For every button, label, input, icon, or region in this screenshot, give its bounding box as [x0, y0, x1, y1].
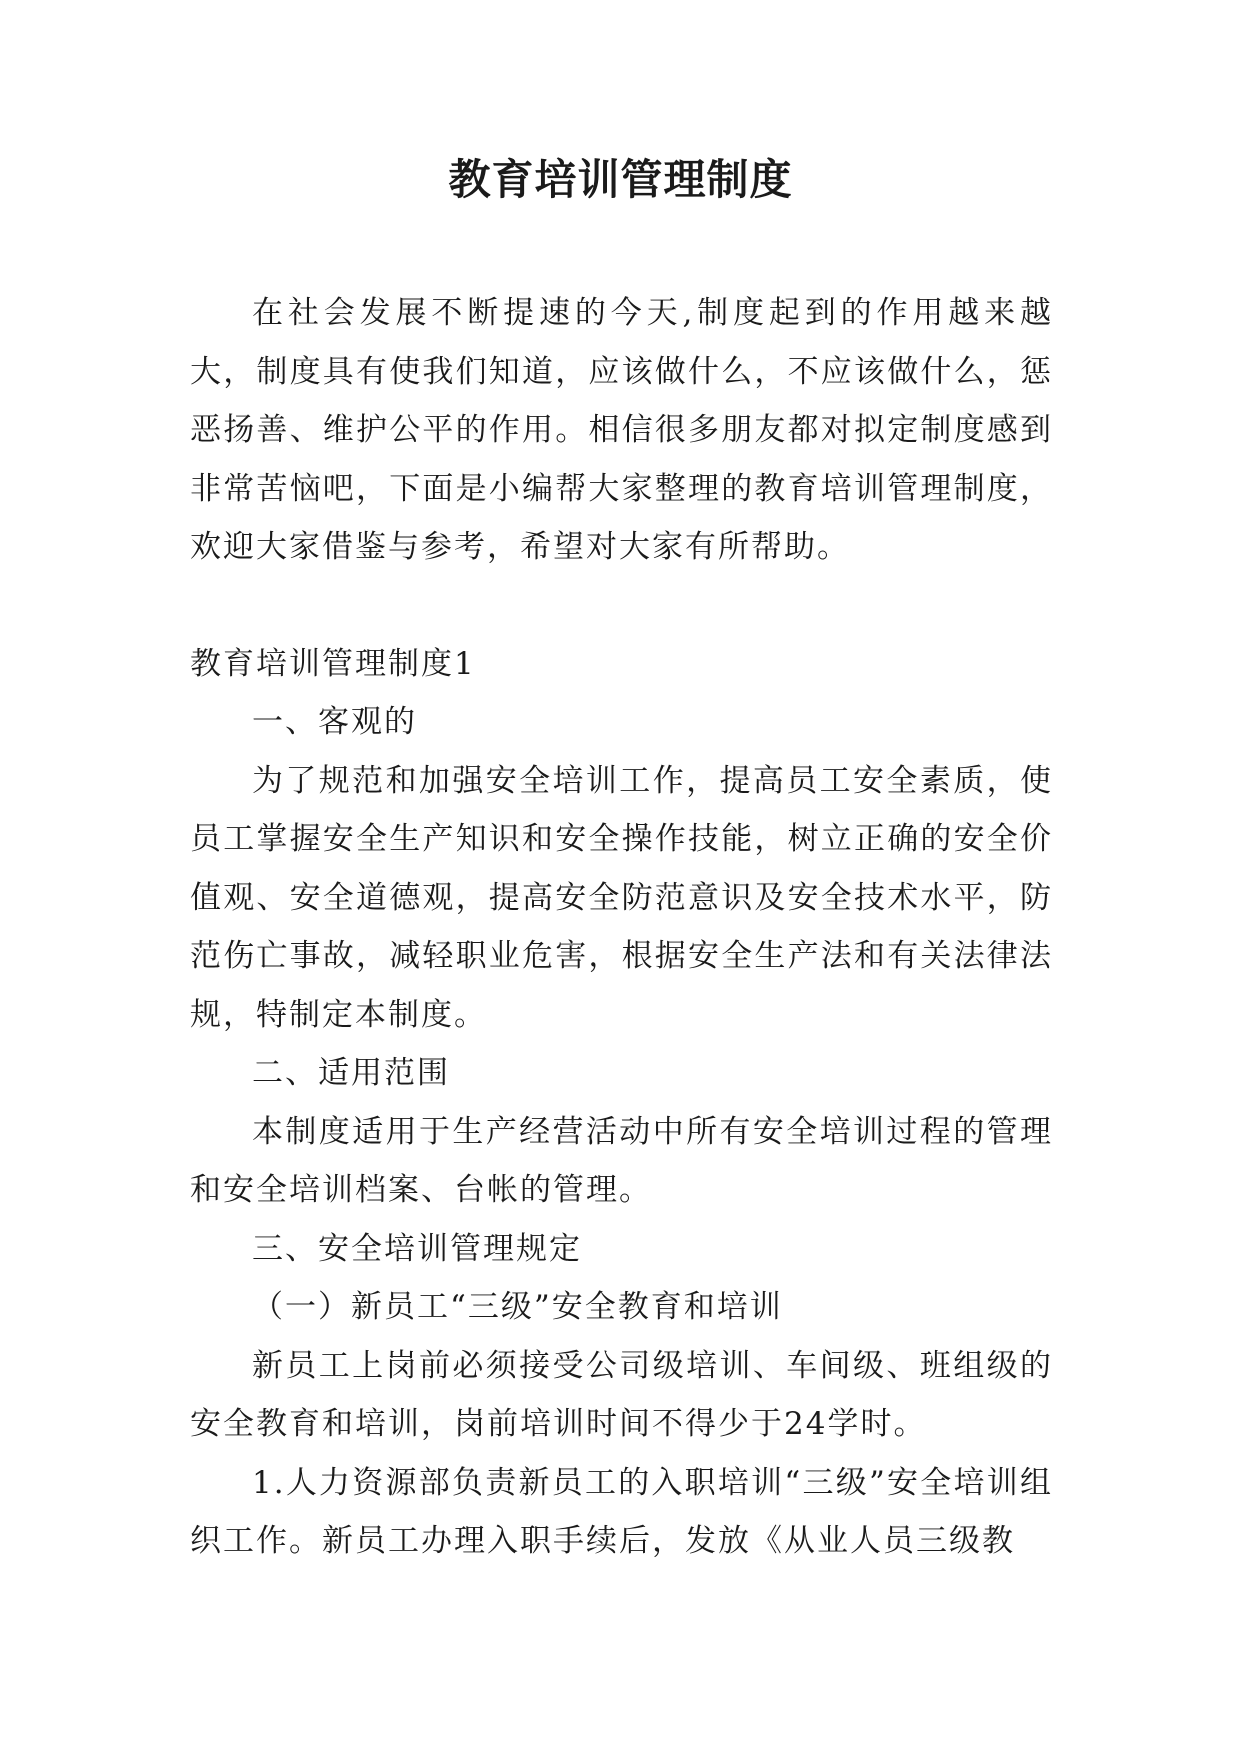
paragraph-spacer [190, 577, 1053, 635]
section-title: 教育培训管理制度1 [190, 645, 476, 682]
document-body [190, 284, 1053, 1571]
objective-paragraph: 为了规范和加强安全培训工作，提高员工安全素质，使员工掌握安全生产知识和安全操作技能，树立正确的安全价值观、安全道德观，提高安全防范意识及安全技术水平，防范伤亡事故，减轻职业危害，根据安全生产法和有关法律法规，特制定本制度。 [190, 762, 1053, 1033]
subheading-three-level-training: （一）新员工“三级”安全教育和培训 [252, 1289, 783, 1325]
heading-regulations: 三、安全培训管理规定 [252, 1230, 582, 1267]
heading-objective: 一、客观的 [252, 704, 417, 740]
hr-responsibility-paragraph: 1.人力资源部负责新员工的入职培训“三级”安全培训组织工作。新员工办理入职手续后，发放《从业人员三级教 [190, 1464, 1053, 1559]
heading-scope: 二、适用范围 [252, 1055, 450, 1091]
intro-paragraph: 在社会发展不断提速的今天,制度起到的作用越来越大，制度具有使我们知道，应该做什么，不应该做什么，惩恶扬善、维护公平的作用。相信很多朋友都对拟定制度感到非常苦恼吧，下面是小编帮大家整理的教育培训管理制度，欢迎大家借鉴与参考，希望对大家有所帮助。 [190, 295, 1053, 565]
training-paragraph: 新员工上岗前必须接受公司级培训、车间级、班组级的安全教育和培训，岗前培训时间不得少于24学时。 [190, 1347, 1053, 1442]
scope-paragraph: 本制度适用于生产经营活动中所有安全培训过程的管理和安全培训档案、台帐的管理。 [190, 1113, 1053, 1208]
document-title: 教育培训管理制度 [448, 155, 793, 204]
